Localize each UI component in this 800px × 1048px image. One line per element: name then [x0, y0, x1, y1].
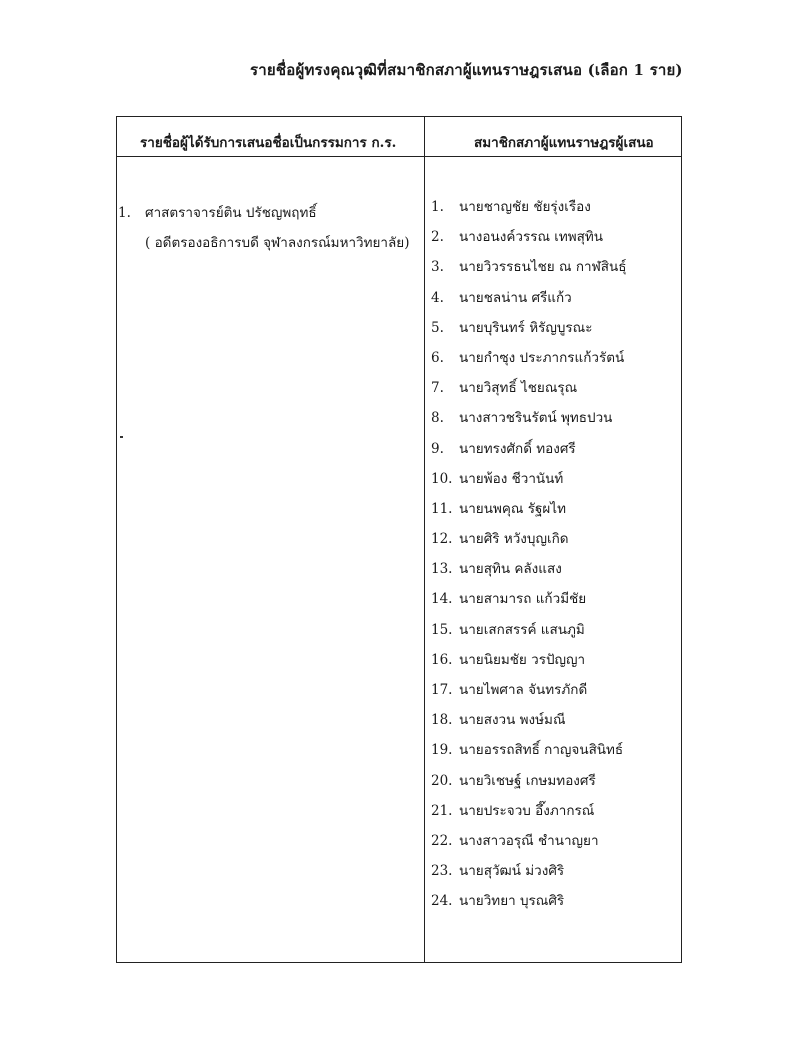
proposer-item: [431, 615, 627, 645]
proposer-name: นายทรงศักดิ์ ทองศรี: [459, 440, 576, 457]
proposer-number: 15.: [431, 621, 453, 638]
proposer-number: 6.: [431, 349, 444, 366]
proposer-name: นายสุทิน คลังแสง: [459, 561, 562, 578]
proposer-item: [431, 373, 627, 403]
proposer-number: 16.: [431, 651, 453, 668]
proposer-name: นางอนงค์วรรณ เทพสุทิน: [459, 229, 604, 246]
proposer-name: นายวิวรรธนไชย ณ กาฬสินธุ์: [459, 259, 627, 276]
proposer-item: [431, 554, 627, 584]
page-title: รายชื่อผู้ทรงคุณวุฒิที่สมาชิกสภาผู้แทนราษฎรเสนอ (เลือก 1 ราย): [250, 61, 683, 79]
proposer-name: นางสาวชรินรัตน์ พุทธปวน: [459, 410, 613, 427]
proposer-name: นายกำซุง ประภากรแก้วรัตน์: [459, 349, 625, 366]
proposer-number: 10.: [431, 470, 453, 487]
proposer-number: 5.: [431, 319, 444, 336]
proposer-number: 7.: [431, 380, 444, 397]
proposer-item: [431, 705, 627, 735]
proposer-name: นายไพศาล จันทรภักดี: [459, 682, 588, 698]
proposer-number: 24.: [431, 893, 453, 910]
proposer-item: [431, 826, 627, 856]
proposer-item: [431, 675, 627, 705]
proposer-number: 13.: [431, 561, 453, 578]
proposer-number: 19.: [431, 742, 453, 759]
proposer-name: นายบุรินทร์ หิรัญบูรณะ: [459, 319, 593, 336]
proposer-name: นายวิสุทธิ์ ไชยณรุณ: [459, 380, 578, 397]
proposer-name: นายอรรถสิทธิ์ กาญจนสินิทธ์: [459, 742, 624, 759]
proposer-number: 2.: [431, 229, 444, 246]
proposer-name: นางสาวอรุณี ชำนาญยา: [459, 832, 599, 849]
proposer-number: 23.: [431, 863, 453, 880]
proposer-number: 22.: [431, 832, 453, 849]
proposer-item: [431, 886, 627, 916]
nominee-column-header: รายชื่อผู้ได้รับการเสนอชื่อเป็นกรรมการ ก.ร.: [140, 135, 397, 151]
proposer-name: นายชาญชัย ชัยรุ่งเรือง: [459, 199, 591, 215]
proposer-item: [431, 464, 627, 494]
proposer-item: [431, 524, 627, 554]
proposer-name: นายชลน่าน ศรีแก้ว: [459, 289, 572, 306]
proposer-item: [431, 735, 627, 765]
proposer-item: [431, 222, 627, 252]
proposer-item: [431, 856, 627, 886]
nominee-name: ศาสตราจารย์ติน ปรัชญพฤทธิ์: [145, 205, 317, 221]
proposer-item: [431, 283, 627, 313]
proposer-item: [431, 343, 627, 373]
proposer-number: 20.: [431, 772, 453, 789]
nominee-name-line: [118, 198, 409, 228]
proposer-number: 17.: [431, 682, 453, 698]
proposer-item: [431, 313, 627, 343]
proposer-name: นายนิยมชัย วรปัญญา: [459, 651, 586, 668]
proposer-item: [431, 403, 627, 433]
proposer-number: 12.: [431, 531, 453, 548]
proposer-name: นายสุวัฒน์ ม่วงศิริ: [459, 863, 565, 880]
proposer-number: 4.: [431, 289, 444, 306]
proposer-name: นายศิริ หวังบุญเกิด: [459, 531, 569, 548]
proposer-number: 8.: [431, 410, 444, 427]
proposer-item: [431, 584, 627, 614]
proposer-name: นายเสกสรรค์ แสนภูมิ: [459, 621, 585, 638]
proposer-name: นายวิทยา บุรณศิริ: [459, 893, 565, 910]
nominee-number: 1.: [118, 205, 131, 221]
proposer-name: นายประจวบ อึ๊งภากรณ์: [459, 802, 595, 819]
proposer-number: 9.: [431, 440, 444, 457]
proposer-number: 21.: [431, 802, 453, 819]
proposer-name: นายสามารถ แก้วมีชัย: [459, 591, 587, 608]
proposer-name: นายนพคุณ รัฐผไท: [459, 500, 566, 517]
nominee-entry: [118, 198, 409, 258]
proposer-list: [431, 192, 627, 917]
proposer-item: [431, 252, 627, 282]
proposer-number: 18.: [431, 712, 453, 729]
proposer-number: 11.: [431, 500, 453, 517]
proposer-item: [431, 192, 627, 222]
proposer-item: [431, 766, 627, 796]
scan-speck: [120, 436, 123, 438]
header-divider: [116, 156, 682, 157]
proposer-item: [431, 494, 627, 524]
proposers-column-header: สมาชิกสภาผู้แทนราษฎรผู้เสนอ: [474, 135, 654, 151]
proposer-item: [431, 645, 627, 675]
proposer-item: [431, 434, 627, 464]
proposer-name: นายพ้อง ชีวานันท์: [459, 470, 564, 487]
column-divider: [424, 116, 425, 963]
proposer-item: [431, 796, 627, 826]
proposer-name: นายวิเชษฐ์ เกษมทองศรี: [459, 772, 596, 789]
proposer-number: 3.: [431, 259, 444, 276]
proposer-name: นายสงวน พงษ์มณี: [459, 712, 566, 729]
proposer-number: 1.: [431, 199, 444, 215]
proposer-number: 14.: [431, 591, 453, 608]
nominee-position: ( อดีตรองอธิการบดี จุฬาลงกรณ์มหาวิทยาลัย ): [118, 228, 409, 258]
